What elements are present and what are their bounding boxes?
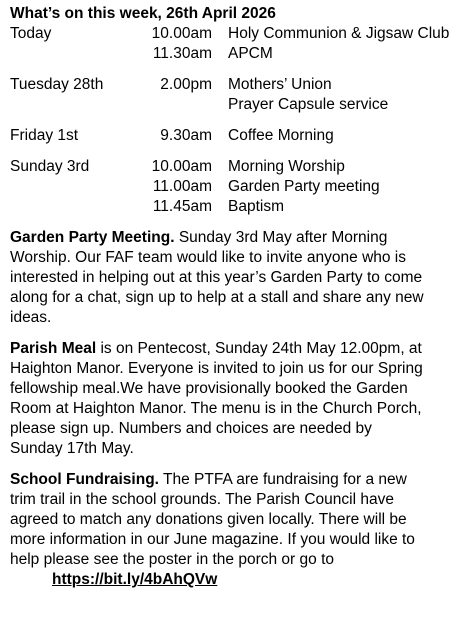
schedule-event: Morning Worship <box>228 158 345 175</box>
schedule-day <box>10 197 134 217</box>
schedule-day <box>10 44 134 64</box>
notice-line: trim trail in the school grounds. The Parish Council have <box>10 491 394 508</box>
notice-line: help please see the poster in the porch or go to <box>10 551 334 568</box>
notice-line: along for a chat, sign up to help at a stall and share any new <box>10 289 424 306</box>
schedule-time: 10.00am <box>151 25 212 42</box>
schedule-group-tuesday <box>10 75 461 115</box>
schedule-row <box>10 177 461 197</box>
schedule-day: Tuesday 28th <box>10 76 104 93</box>
schedule-time: 9.30am <box>160 127 212 144</box>
schedule-row <box>10 157 461 177</box>
garden-party-notice <box>10 228 461 328</box>
schedule-event: Coffee Morning <box>228 127 334 144</box>
schedule-row <box>10 95 461 115</box>
notice-line: ideas. <box>10 309 52 326</box>
notice-line: Worship. Our FAF team would like to invite anyone who is <box>10 249 406 266</box>
notice-line: agreed to match any donations given locally. There will be <box>10 511 407 528</box>
notice-text: Sunday 3rd May after Morning <box>174 229 388 246</box>
schedule-row <box>10 44 461 64</box>
schedule-day: Sunday 3rd <box>10 158 90 175</box>
school-fundraising-notice <box>10 470 461 590</box>
notice-heading: School Fundraising. <box>10 471 159 488</box>
schedule-row <box>10 75 461 95</box>
notice-text: The PTFA are fundraising for a new <box>158 471 407 488</box>
notice-line: please sign up. Numbers and choices are needed by <box>10 420 372 437</box>
schedule-event: Prayer Capsule service <box>228 96 389 113</box>
notice-line <box>10 228 461 248</box>
page-title: What’s on this week, 26th April 2026 <box>10 5 276 22</box>
notice-line: Haighton Manor. Everyone is invited to join us for our Spring <box>10 360 423 377</box>
notice-text: is on Pentecost, Sunday 24th May 12.00pm, at <box>96 340 422 357</box>
schedule-table <box>10 24 461 217</box>
schedule-day: Friday 1st <box>10 127 79 144</box>
schedule-group-sunday <box>10 157 461 217</box>
schedule-event: Garden Party meeting <box>228 178 380 195</box>
schedule-day <box>10 177 134 197</box>
schedule-event: APCM <box>228 45 273 62</box>
schedule-row <box>10 24 461 44</box>
fundraising-link[interactable]: https://bit.ly/4bAhQVw <box>52 571 218 588</box>
schedule-day <box>10 95 134 115</box>
notice-line: Sunday 17th May. <box>10 440 134 457</box>
schedule-time: 11.00am <box>152 178 212 195</box>
schedule-event: Mothers’ Union <box>228 76 332 93</box>
schedule-day: Today <box>10 25 52 42</box>
notice-line <box>10 339 461 359</box>
notice-line: fellowship meal.We have provisionally booked the Garden <box>10 380 408 397</box>
schedule-event: Baptism <box>228 198 284 215</box>
schedule-row <box>10 126 461 146</box>
notice-heading: Garden Party Meeting. <box>10 229 175 246</box>
schedule-time: 10.00am <box>151 158 212 175</box>
schedule-event: Holy Communion & Jigsaw Club <box>228 25 450 42</box>
schedule-time: 11.45am <box>152 198 212 215</box>
notice-line: Room at Haighton Manor. The menu is in the Church Porch, <box>10 400 422 417</box>
notice-line: interested in helping out at this year’s Garden Party to come <box>10 269 423 286</box>
schedule-time <box>134 95 212 115</box>
schedule-time: 11.30am <box>152 45 212 62</box>
notice-line <box>10 470 461 490</box>
notice-heading: Parish Meal <box>10 340 97 357</box>
schedule-row <box>10 197 461 217</box>
schedule-time: 2.00pm <box>160 76 212 93</box>
notice-line: more information in our June magazine. If you would like to <box>10 531 415 548</box>
notice-line <box>10 570 461 590</box>
parish-meal-notice <box>10 339 461 459</box>
schedule-group-friday <box>10 126 461 146</box>
schedule-group-today <box>10 24 461 64</box>
